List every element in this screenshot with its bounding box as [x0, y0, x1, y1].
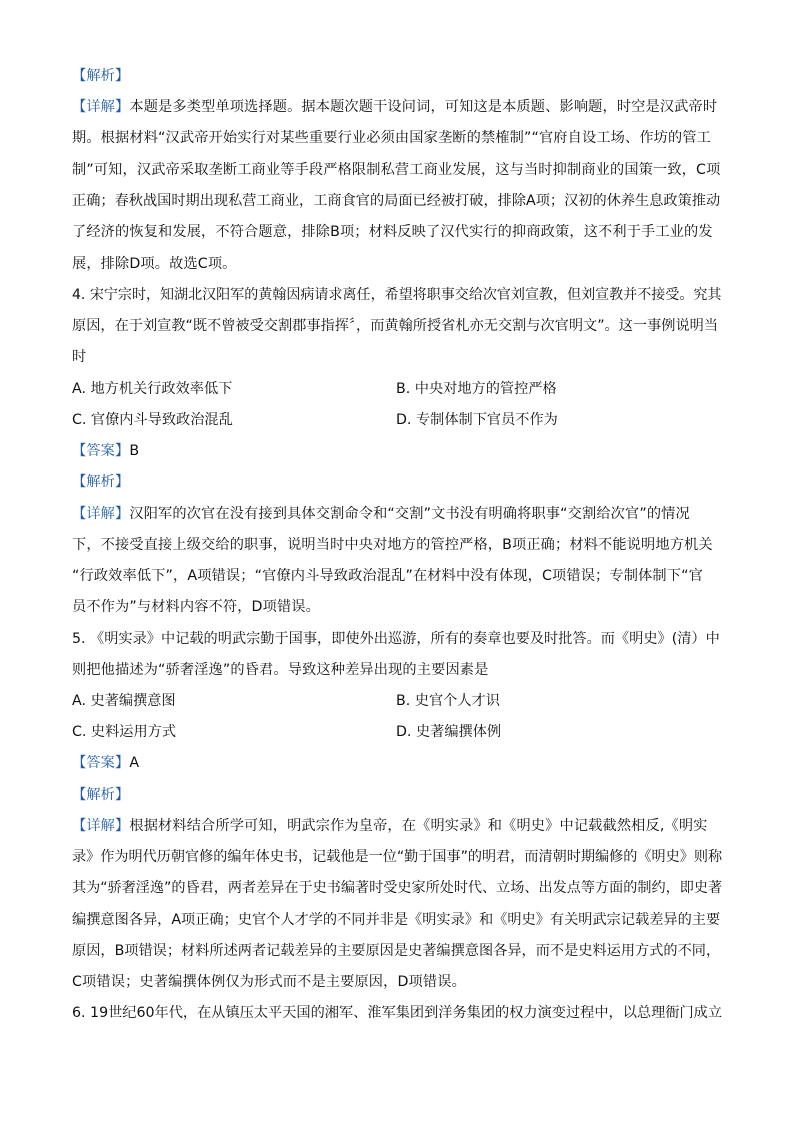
option-a: A. 地方机关行政效率低下	[72, 381, 233, 397]
analysis-label: 【解析】	[72, 68, 130, 84]
detail-line: 其为“骄奢淫逸”的昏君，两者差异在于史书编著时受史家所处时代、立场、出发点等方面的制约，即史著	[72, 880, 723, 896]
option-a: A. 史著编撰意图	[72, 693, 176, 709]
detail-line: 【详解】本题是多类型单项选择题。据本题次题干设问词，可知这是本质题、影响题，时空是汉武帝时	[72, 99, 718, 115]
question-stem: 原因，在于刘宣教“既不曾被受交割郡事指挥〞，而黄翰所授省札亦无交割与次官明文”。这一事例说明当	[72, 318, 719, 334]
detail-line: 制”可知，汉武帝采取垄断工商业等手段严格限制私营工商业发展，这与当时抑制商业的国策一致，C项	[72, 162, 721, 178]
detail-line: 录》作为明代历朝官修的编年体史书，记载他是一位“勤于国事”的明君，而清朝时期编修的《明史》则称	[72, 849, 723, 865]
option-b: B. 中央对地方的管控严格	[396, 381, 557, 397]
detail-line: 展，排除D项。故选C项。	[72, 256, 237, 272]
option-b: B. 史官个人才识	[396, 693, 500, 709]
detail-line: 原因，B项错误；材料所述两者记载差异的主要原因是史著编撰意图各异，而不是史料运用方式的不同，	[72, 943, 721, 959]
answer-line: 【答案】B	[72, 443, 140, 459]
detail-line: “行政效率低下”，A项错误；“官僚内斗导致政治混乱”在材料中没有体现，C项错误；专制体制下“官	[72, 568, 703, 584]
option-c: C. 史料运用方式	[72, 724, 177, 740]
question-stem: 5. 《明实录》中记载的明武宗勤于国事，即使外出巡游，所有的奏章也要及时批答。而《明史》(清）中	[72, 631, 720, 647]
option-d: D. 专制体制下官员不作为	[396, 412, 558, 428]
detail-line: 员不作为”与材料内容不符，D项错误。	[72, 599, 320, 615]
option-d: D. 史著编撰体例	[396, 724, 502, 740]
detail-line: 【详解】根据材料结合所学可知，明武宗作为皇帝，在《明实录》和《明史》中记载截然相反,《明实	[72, 818, 708, 834]
detail-line: 【详解】汉阳军的次官在没有接到具体交割命令和“交割”文书没有明确将职事“交割给次官”的情况	[72, 506, 690, 522]
detail-line: 期。根据材料“汉武帝开始实行对某些重要行业必须由国家垄断的禁榷制”“官府自设工场、作坊的管工	[72, 130, 712, 146]
detail-line: 正确；春秋战国时期出现私营工商业，工商食官的局面已经被打破，排除A项；汉初的休养生息政策推动	[72, 193, 721, 209]
detail-line: 下，不接受直接上级交给的职事，说明当时中央对地方的管控严格，B项正确；材料不能说明地方机关	[72, 537, 713, 553]
answer-line: 【答案】A	[72, 755, 140, 771]
question-stem: 则把他描述为“骄奢淫逸”的昏君。导致这种差异出现的主要因素是	[72, 662, 489, 678]
analysis-label: 【解析】	[72, 787, 130, 803]
detail-line: C项错误；史著编撰体例仅为形式而不是主要原因，D项错误。	[72, 974, 466, 990]
detail-line: 了经济的恢复和发展，不符合题意，排除B项；材料反映了汉代实行的抑商政策，这不利于手工业的发	[72, 224, 713, 240]
question-stem: 6. 19世纪60年代，在从镇压太平天国的湘军、淮军集团到洋务集团的权力演变过程中，以总理衙门成立	[72, 1005, 723, 1021]
analysis-label: 【解析】	[72, 474, 130, 490]
question-stem: 时	[72, 349, 87, 365]
detail-line: 编撰意图各异，A项正确；史官个人才学的不同并非是《明实录》和《明史》有关明武宗记载差异的主要	[72, 912, 721, 928]
question-stem: 4. 宋宁宗时，知湖北汉阳军的黄翰因病请求离任，希望将职事交给次官刘宣教，但刘宣教并不接受。究其	[72, 287, 722, 303]
option-c: C. 官僚内斗导致政治混乱	[72, 412, 233, 428]
